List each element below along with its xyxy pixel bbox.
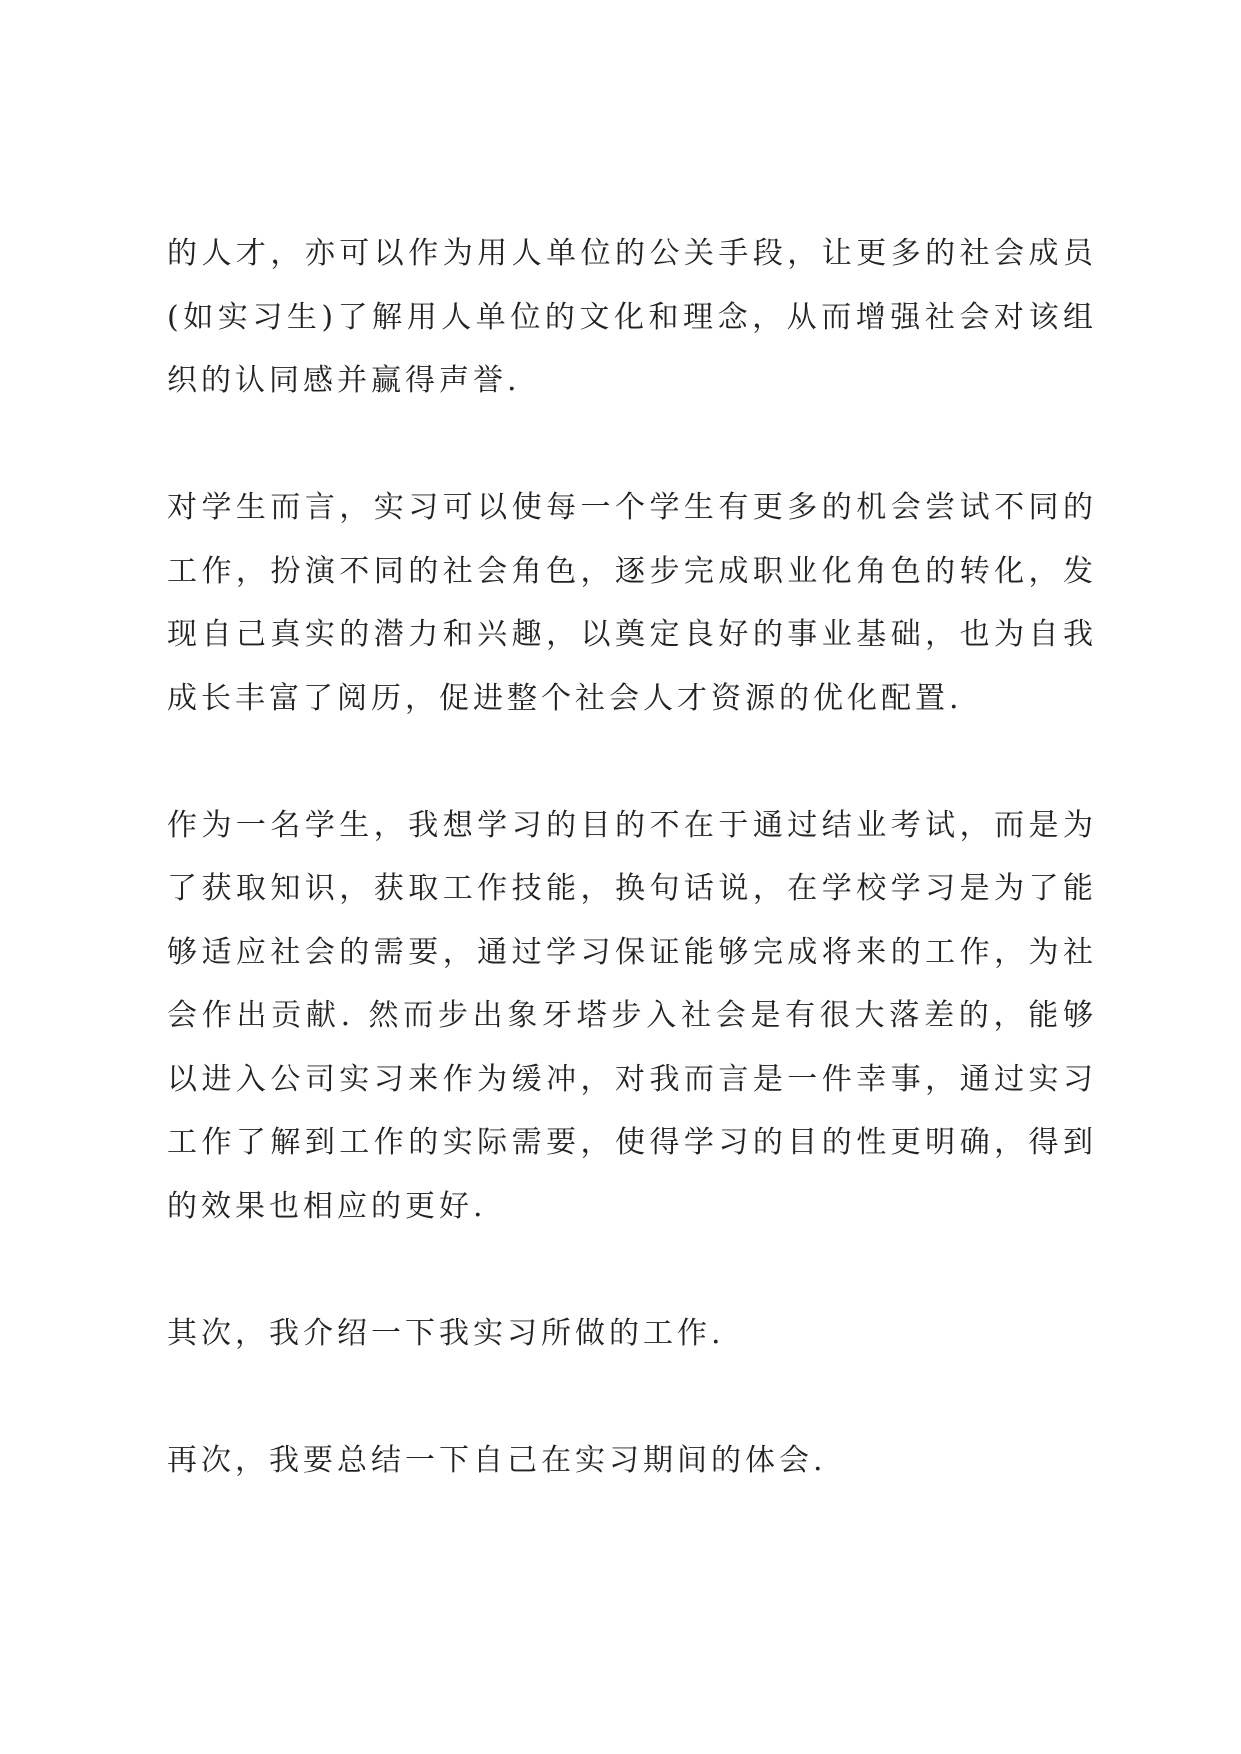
paragraph-learning-purpose: 作为一名学生，我想学习的目的不在于通过结业考试，而是为了获取知识，获取工作技能，换句话说，在学校学习是为了能够适应社会的需要，通过学习保证能够完成将来的工作，为社会作出贡献. 然而步出象牙塔步入社会是有很大落差的，能够以进入公司实习来作为缓冲，对我而言是一件幸事，通过实习工作了解到工作的实际需要，使得学习的目的性更明确，得到的效果也相应的更好. xyxy=(167,807,1097,1224)
paragraph-gap xyxy=(167,1238,1097,1302)
paragraph-gap xyxy=(167,413,1097,477)
paragraph-gap xyxy=(167,730,1097,794)
paragraph-work-intro: 其次，我介绍一下我实习所做的工作. xyxy=(167,1315,725,1351)
paragraph-student-benefits: 对学生而言，实习可以使每一个学生有更多的机会尝试不同的工作，扮演不同的社会角色，逐步完成职业化角色的转化，发现自己真实的潜力和兴趣，以奠定良好的事业基础，也为自我成长丰富了阅历，促进整个社会人才资源的优化配置. xyxy=(167,490,1097,716)
paragraph-talent-pr: 的人才，亦可以作为用人单位的公关手段，让更多的社会成员(如实习生)了解用人单位的文化和理念，从而增强社会对该组织的认同感并赢得声誉. xyxy=(167,236,1097,398)
paragraph-gap xyxy=(167,1365,1097,1429)
document-body xyxy=(167,222,1097,1492)
paragraph-summary: 再次，我要总结一下自己在实习期间的体会. xyxy=(167,1442,827,1478)
